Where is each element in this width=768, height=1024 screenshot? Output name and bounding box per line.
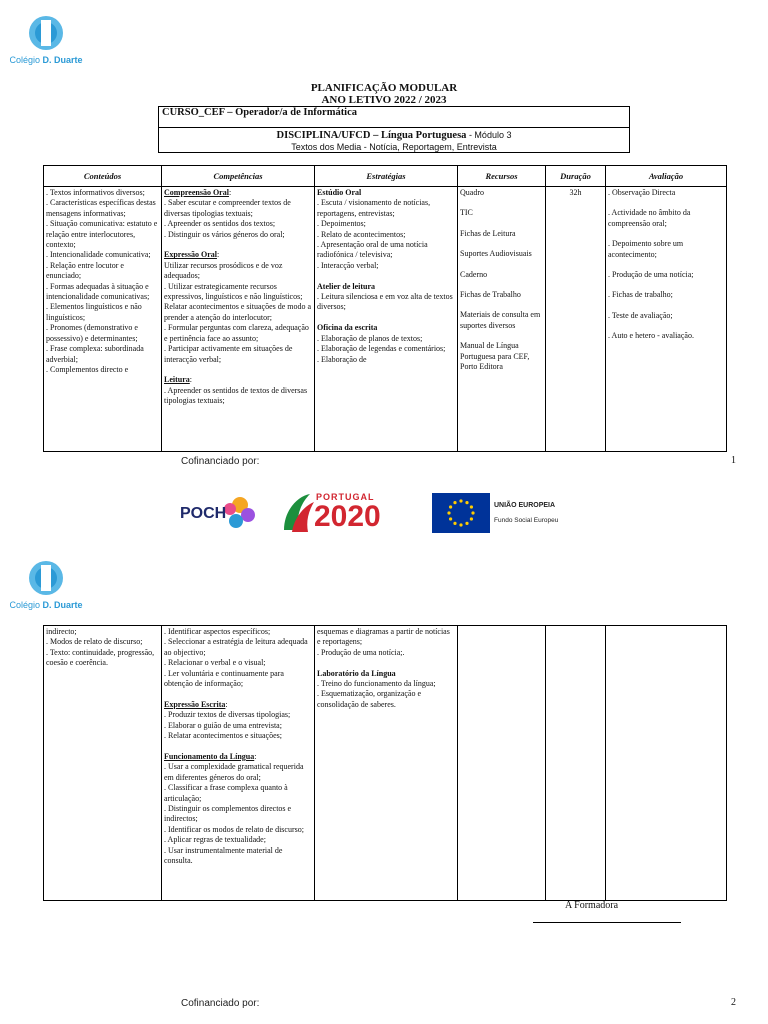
- portugal-text: PORTUGAL: [316, 492, 375, 502]
- module-subtitle: Textos dos Media - Notícia, Reportagem, Entrevista: [291, 142, 497, 152]
- duracao-cell: 32h: [569, 188, 582, 197]
- module-label: - Módulo 3: [466, 130, 512, 140]
- conteudos-cell-p2: indirecto; . Modos de relato de discurso; . Texto: continuidade, progressão, coesão e coerência.: [46, 627, 155, 668]
- discipline-name: DISCIPLINA/UFCD – Língua Portuguesa: [276, 130, 467, 141]
- recursos-cell: Quadro TIC Fichas de Leitura Suportes Audiovisuais Caderno Fichas de Trabalho Materiais de consulta em suportes diversos Manual de Língua Portuguesa para CEF, Porto Editora: [460, 188, 541, 372]
- p2020-text: 2020: [314, 500, 381, 533]
- avaliacao-cell-p2: [606, 626, 727, 901]
- eu-fund: Fundo Social Europeu: [494, 517, 559, 524]
- avaliacao-cell: . Observação Directa . Actividade no âmbito da compreensão oral; . Depoimento sobre um acontecimento; . Produção de uma notícia; . Fichas de trabalho; . Teste de avaliação; . Auto e hetero - avaliação.: [608, 188, 694, 341]
- recursos-cell-p2: [458, 626, 546, 901]
- col-header-competencias: Competências: [162, 166, 315, 187]
- competencias-cell: Compreensão Oral: . Saber escutar e compreender textos de diversas tipologias textuais; . Apreender os sentidos dos textos; . Distinguir os vários géneros do oral; Expressão Oral: Utilizar recursos prosódicos e de voz adequados; . Utilizar estrategicamente recursos expressivos, linguísticos e não linguísticos; Relatar acontecimentos e situações de modo a prender a atenção do interlocutor; . Formular perguntas com clareza, adequação e pertinência face ao assunto; . Participar activamente em situações de interacção verbal; Leitura: . Apreender os sentidos de textos de diversas tipologias textuais;: [164, 188, 312, 406]
- cofinanced-label-page2: Cofinanciado por:: [181, 998, 260, 1009]
- eu-flag-icon: [432, 493, 490, 533]
- conteudos-cell: . Textos informativos diversos; . Características específicas destas mensagens informativas; . Situação comunicativa: estatuto e relação entre interlocutores, contexto; . Intencionalidade comunicativa; . Relação entre locutor e enunciado; . Formas adequadas à situação e intencionalidade comunicativas; . Elementos linguísticos e não linguísticos; . Pronomes (demonstrativo e possessivo) e determinantes; . Frase complexa: subordinada adverbial; . Complementos directo e: [46, 188, 158, 374]
- planning-table-page2: [43, 625, 727, 901]
- school-logo-icon: [6, 14, 86, 54]
- page-number-2: 2: [731, 997, 736, 1008]
- poch-text: POCH: [180, 505, 227, 522]
- school-logo: [6, 14, 86, 66]
- planning-table-page1: [43, 165, 727, 452]
- course-name: CURSO_CEF – Operador/a de Informática: [162, 107, 358, 118]
- eu-logo: [432, 493, 582, 533]
- col-header-recursos: Recursos: [458, 166, 546, 187]
- signature-line: [533, 922, 681, 923]
- school-name: Colégio D. Duarte: [9, 600, 83, 610]
- estrategias-cell: Estúdio Oral . Escuta / visionamento de notícias, reportagens, entrevistas; . Depoimentos; . Relato de acontecimentos; . Apresentação oral de uma notícia radiofónica / televisiva; . Interacção verbal; Atelier de leitura . Leitura silenciosa e em voz alta de textos diversos; Oficina da escrita . Elaboração de planos de textos; . Elaboração de legendas e comentários; . Elaboração de: [317, 188, 453, 364]
- document-title: [0, 82, 768, 106]
- col-header-estrategias: Estratégias: [315, 166, 458, 187]
- course-box: [158, 106, 630, 153]
- col-header-conteudos: Conteúdos: [44, 166, 162, 187]
- title-line-1: PLANIFICAÇÃO MODULAR: [310, 82, 458, 94]
- school-logo-icon: [6, 559, 86, 599]
- duracao-cell-p2: [546, 626, 606, 901]
- col-header-avaliacao: Avaliação: [606, 166, 727, 187]
- trainer-label: A Formadora: [565, 900, 619, 911]
- competencias-cell-p2: . Identificar aspectos específicos; . Seleccionar a estratégia de leitura adequada ao objectivo; . Relacionar o verbal e o visual; . Ler voluntária e continuamente para obtenção de informação; Expressão Escrita: . Produzir textos de diversas tipologias; . Elaborar o guião de uma entrevista; . Relatar acontecimentos e situações; Funcionamento da Língua: . Usar a complexidade gramatical requerida em diferentes géneros do oral; . Classificar a frase complexa quanto à articulação; . Distinguir os complementos directos e indirectos; . Identificar os modos de relato de discurso; . Aplicar regras de textualidade; . Usar instrumentalmente material de consulta.: [164, 627, 308, 865]
- school-logo-page2: [6, 559, 86, 611]
- portugal2020-logo: [280, 490, 410, 536]
- school-name: Colégio D. Duarte: [9, 55, 83, 65]
- cofinanced-label: Cofinanciado por:: [181, 456, 260, 467]
- poch-logo: [178, 491, 260, 535]
- eu-name: UNIÃO EUROPEIA: [494, 502, 556, 509]
- col-header-duracao: Duração: [546, 166, 606, 187]
- estrategias-cell-p2: esquemas e diagramas a partir de notícias e reportagens; . Produção de uma notícia;. Laboratório da Língua . Treino do funcionamento da língua; . Esquematização, organização e consolidação de saberes.: [317, 627, 450, 709]
- title-line-2: ANO LETIVO 2022 / 2023: [321, 94, 447, 106]
- page-number-1: 1: [731, 455, 736, 466]
- portugal2020-emblem-icon: [280, 490, 316, 536]
